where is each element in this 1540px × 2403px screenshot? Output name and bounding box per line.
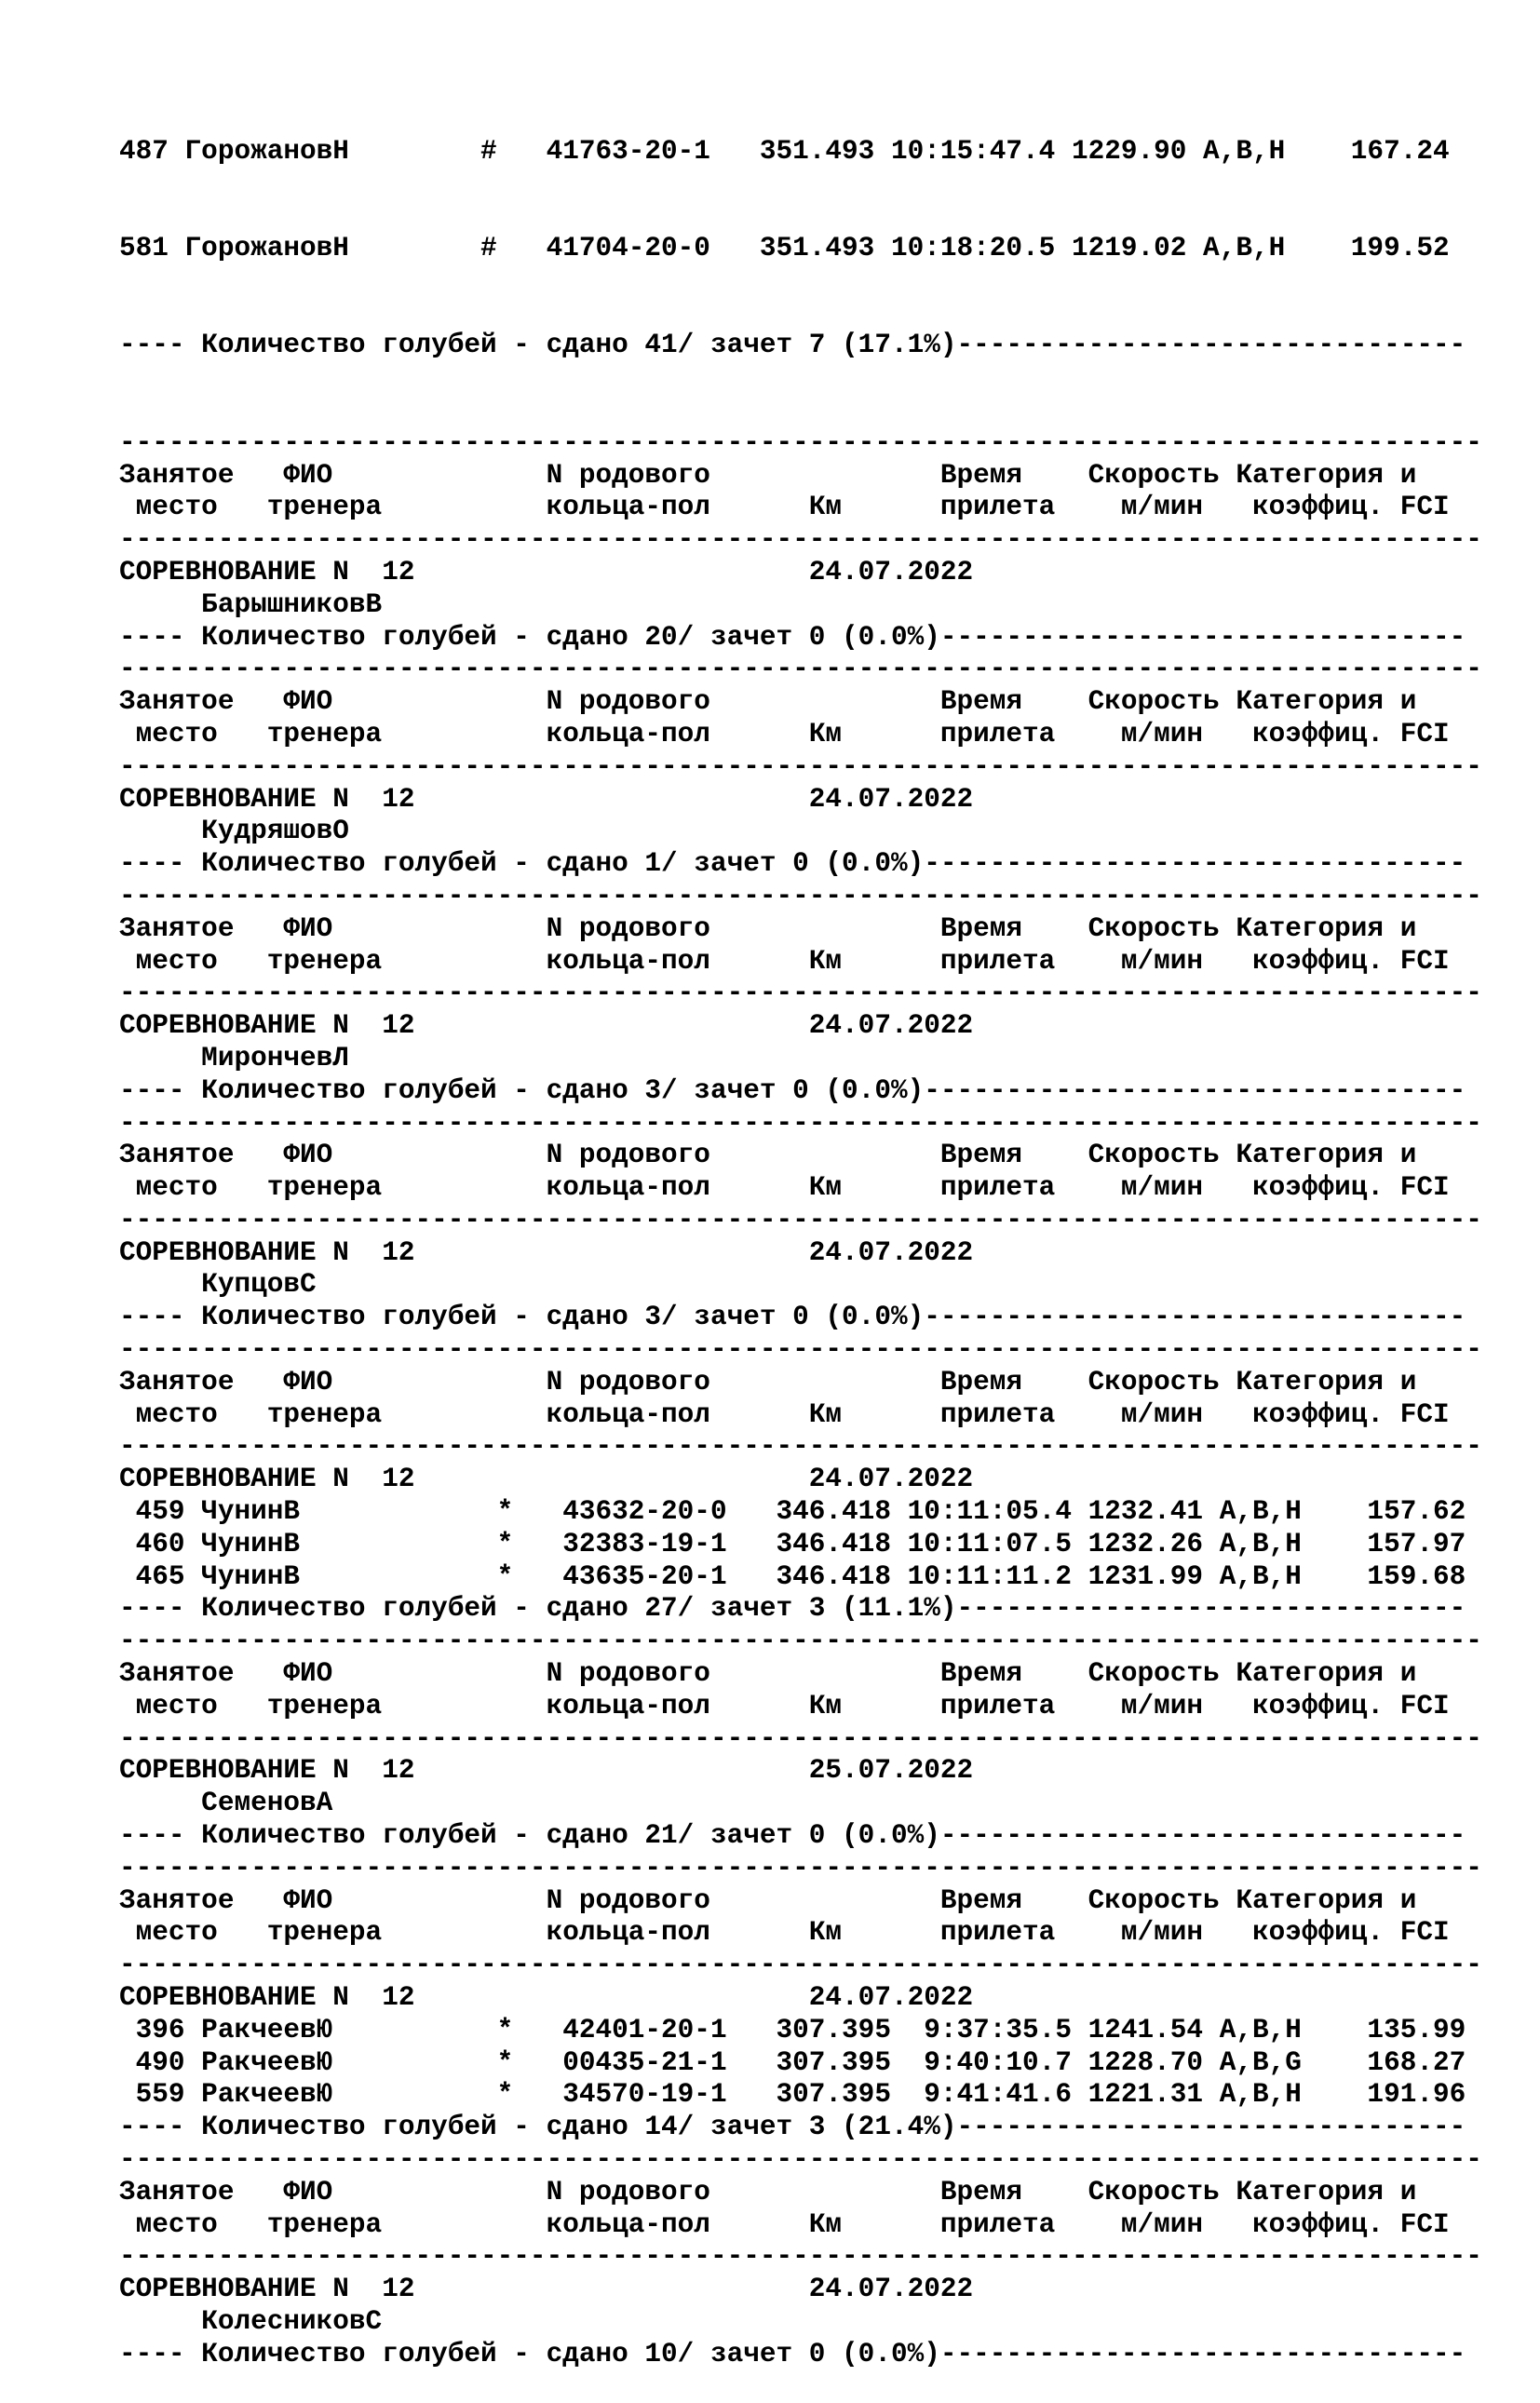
competition-block bbox=[119, 427, 1516, 655]
fancier-name: КудряшовО bbox=[119, 816, 349, 847]
column-header-line-1: Занятое ФИО N родового Время Скорость Категория и bbox=[119, 1366, 1417, 1397]
result-row: 460 ЧунинВ * 32383-19-1 346.418 10:11:07.5 1232.26 A,B,H 157.97 bbox=[119, 1528, 1466, 1559]
separator-line: ----------------------------------------------------------------------------------- bbox=[119, 524, 1482, 556]
fancier-name: КолесниковС bbox=[119, 2305, 383, 2337]
column-header-line-1: Занятое ФИО N родового Время Скорость Категория и bbox=[119, 1140, 1417, 1171]
separator-line: ----------------------------------------------------------------------------------- bbox=[119, 426, 1482, 458]
summary-line: ---- Количество голубей - сдано 10/ зачет 0 (0.0%)-------------------------------- bbox=[119, 2338, 1466, 2369]
competition-title: СОРЕВНОВАНИЕ N 12 24.07.2022 bbox=[119, 1982, 974, 2014]
result-row: 487 ГорожановН # 41763-20-1 351.493 10:15:47.4 1229.90 A,B,H 167.24 bbox=[119, 135, 1450, 167]
summary-line: ---- Количество голубей - сдано 41/ зачет 7 (17.1%)------------------------------- bbox=[119, 330, 1466, 361]
separator-line: ----------------------------------------------------------------------------------- bbox=[119, 1950, 1482, 1981]
summary-line: ---- Количество голубей - сдано 3/ зачет 0 (0.0%)--------------------------------- bbox=[119, 1074, 1466, 1106]
column-header-line-1: Занятое ФИО N родового Время Скорость Категория и bbox=[119, 686, 1417, 718]
separator-line: ----------------------------------------------------------------------------------- bbox=[119, 1334, 1482, 1366]
competition-block bbox=[119, 654, 1516, 881]
competition-title: СОРЕВНОВАНИЕ N 12 24.07.2022 bbox=[119, 783, 974, 815]
column-header-line-2: место тренера кольца-пол Км прилета м/мин коэффиц. FCI bbox=[119, 2208, 1450, 2240]
competition-title: СОРЕВНОВАНИЕ N 12 25.07.2022 bbox=[119, 1755, 974, 1787]
column-header-line-2: место тренера кольца-пол Км прилета м/мин коэффиц. FCI bbox=[119, 1172, 1450, 1204]
column-header-line-1: Занятое ФИО N родового Время Скорость Категория и bbox=[119, 2176, 1417, 2207]
separator-line: ----------------------------------------------------------------------------------- bbox=[119, 978, 1482, 1009]
competition-blocks bbox=[119, 427, 1516, 2371]
result-row: 559 РакчеевЮ * 34570-19-1 307.395 9:41:41.6 1221.31 A,B,H 191.96 bbox=[119, 2079, 1466, 2111]
separator-line: ----------------------------------------------------------------------------------- bbox=[119, 654, 1482, 685]
result-row: 490 РакчеевЮ * 00435-21-1 307.395 9:40:10.7 1228.70 A,B,G 168.27 bbox=[119, 2046, 1466, 2078]
competition-title: СОРЕВНОВАНИЕ N 12 24.07.2022 bbox=[119, 1236, 974, 1268]
summary-line: ---- Количество голубей - сдано 27/ зачет 3 (11.1%)------------------------------- bbox=[119, 1593, 1466, 1625]
summary-line: ---- Количество голубей - сдано 20/ зачет 0 (0.0%)-------------------------------- bbox=[119, 621, 1466, 653]
competition-block bbox=[119, 1108, 1516, 1335]
result-row: 465 ЧунинВ * 43635-20-1 346.418 10:11:11.2 1231.99 A,B,H 159.68 bbox=[119, 1560, 1466, 1592]
separator-line: ----------------------------------------------------------------------------------- bbox=[119, 750, 1482, 782]
separator-line: ----------------------------------------------------------------------------------- bbox=[119, 2144, 1482, 2175]
column-header-line-2: место тренера кольца-пол Км прилета м/мин коэффиц. FCI bbox=[119, 718, 1450, 749]
competition-title: СОРЕВНОВАНИЕ N 12 24.07.2022 bbox=[119, 1010, 974, 1042]
column-header-line-2: место тренера кольца-пол Км прилета м/мин коэффиц. FCI bbox=[119, 1917, 1450, 1949]
summary-line: ---- Количество голубей - сдано 3/ зачет 0 (0.0%)--------------------------------- bbox=[119, 1302, 1466, 1333]
competition-block bbox=[119, 881, 1516, 1108]
competition-block bbox=[119, 1626, 1516, 1853]
column-header-line-2: место тренера кольца-пол Км прилета м/мин коэффиц. FCI bbox=[119, 945, 1450, 977]
result-row: 396 РакчеевЮ * 42401-20-1 307.395 9:37:35.5 1241.54 A,B,H 135.99 bbox=[119, 2014, 1466, 2045]
competition-block bbox=[119, 1334, 1516, 1626]
separator-line: ----------------------------------------------------------------------------------- bbox=[119, 1722, 1482, 1754]
column-header-line-1: Занятое ФИО N родового Время Скорость Категория и bbox=[119, 1884, 1417, 1916]
summary-line: ---- Количество голубей - сдано 14/ зачет 3 (21.4%)------------------------------- bbox=[119, 2112, 1466, 2143]
result-row: 459 ЧунинВ * 43632-20-0 346.418 10:11:05.4 1232.41 A,B,H 157.62 bbox=[119, 1496, 1466, 1528]
result-row: 581 ГорожановН # 41704-20-0 351.493 10:18:20.5 1219.02 A,B,H 199.52 bbox=[119, 232, 1450, 263]
competition-title: СОРЕВНОВАНИЕ N 12 24.07.2022 bbox=[119, 556, 974, 587]
fancier-name: КупцовС bbox=[119, 1269, 317, 1301]
separator-line: ----------------------------------------------------------------------------------- bbox=[119, 880, 1482, 911]
column-header-line-2: место тренера кольца-пол Км прилета м/мин коэффиц. FCI bbox=[119, 1398, 1450, 1430]
summary-line: ---- Количество голубей - сдано 21/ зачет 0 (0.0%)-------------------------------- bbox=[119, 1820, 1466, 1852]
competition-block bbox=[119, 2144, 1516, 2371]
fancier-name: МирончевЛ bbox=[119, 1042, 349, 1073]
separator-line: ----------------------------------------------------------------------------------- bbox=[119, 1626, 1482, 1657]
competition-title: СОРЕВНОВАНИЕ N 12 24.07.2022 bbox=[119, 2274, 974, 2305]
column-header-line-1: Занятое ФИО N родового Время Скорость Категория и bbox=[119, 1658, 1417, 1690]
separator-line: ----------------------------------------------------------------------------------- bbox=[119, 1431, 1482, 1463]
column-header-line-1: Занятое ФИО N родового Время Скорость Категория и bbox=[119, 459, 1417, 491]
fancier-name: СеменовА bbox=[119, 1788, 333, 1819]
competition-title: СОРЕВНОВАНИЕ N 12 24.07.2022 bbox=[119, 1464, 974, 1495]
column-header-line-1: Занятое ФИО N родового Время Скорость Категория и bbox=[119, 912, 1417, 944]
column-header-line-2: место тренера кольца-пол Км прилета м/мин коэффиц. FCI bbox=[119, 492, 1450, 523]
separator-line: ----------------------------------------------------------------------------------- bbox=[119, 1852, 1482, 1883]
separator-line: ----------------------------------------------------------------------------------- bbox=[119, 1204, 1482, 1235]
fancier-name: БарышниковВ bbox=[119, 588, 383, 620]
separator-line: ----------------------------------------------------------------------------------- bbox=[119, 1107, 1482, 1139]
competition-block bbox=[119, 1853, 1516, 2144]
summary-line: ---- Количество голубей - сдано 1/ зачет 0 (0.0%)--------------------------------- bbox=[119, 848, 1466, 880]
column-header-line-2: место тренера кольца-пол Км прилета м/мин коэффиц. FCI bbox=[119, 1690, 1450, 1721]
results-printout bbox=[119, 71, 1516, 2403]
separator-line: ----------------------------------------------------------------------------------- bbox=[119, 2241, 1482, 2273]
